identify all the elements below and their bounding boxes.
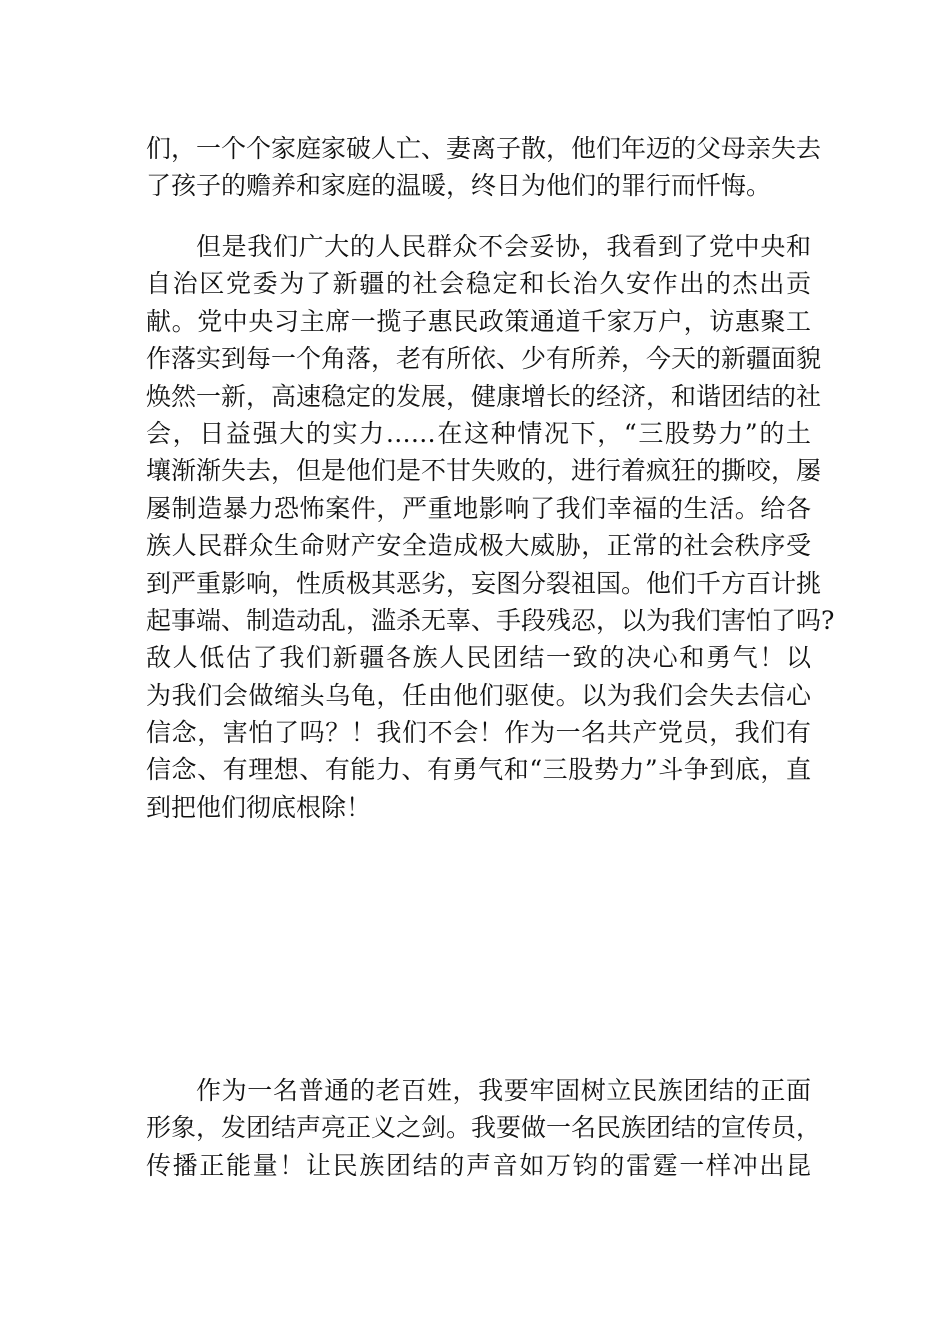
paragraph-3	[146, 1072, 822, 1184]
text-line: 起事端、制造动乱，滥杀无辜、手段残忍，以为我们害怕了吗?	[146, 605, 835, 635]
text-line: 但是我们广大的人民群众不会妥协，我看到了党中央和	[196, 232, 811, 261]
text-line: 焕然一新，高速稳定的发展，健康增长的经济，和谐团结的社	[146, 381, 822, 411]
paragraph-2	[146, 228, 835, 826]
text-line: 们，一个个家庭家破人亡、妻离子散，他们年迈的父母亲失去	[146, 134, 822, 163]
text-line: 屡制造暴力恐怖案件，严重地影响了我们幸福的生活。给各	[146, 493, 811, 523]
text-line: 形象，发团结声亮正义之剑。我要做一名民族团结的宣传员，	[146, 1113, 822, 1143]
text-line: 敌人低估了我们新疆各族人民团结一致的决心和勇气！以	[146, 643, 811, 673]
paragraph-1	[146, 130, 822, 205]
text-line: 作落实到每一个角落，老有所依、少有所养，今天的新疆面貌	[146, 344, 822, 374]
text-line: 信念，害怕了吗？！我们不会！作为一名共产党员，我们有	[146, 718, 811, 748]
text-line: 信念、有理想、有能力、有勇气和“三股势力”斗争到底，直	[146, 755, 811, 785]
text-line: 作为一名普通的老百姓，我要牢固树立民族团结的正面	[196, 1076, 811, 1105]
text-line: 族人民群众生命财产安全造成极大威胁，正常的社会秩序受	[146, 531, 811, 561]
text-line: 献。党中央习主席一揽子惠民政策通道千家万户，访惠聚工	[146, 306, 811, 336]
text-line: 传播正能量！让民族团结的声音如万钧的雷霆一样冲出昆	[146, 1150, 811, 1180]
text-line: 会，日益强大的实力……在这种情况下，“三股势力”的土	[146, 418, 811, 448]
text-line: 壤渐渐失去，但是他们是不甘失败的，进行着疯狂的撕咬，屡	[146, 456, 822, 486]
text-line: 到严重影响，性质极其恶劣，妄图分裂祖国。他们千方百计挑	[146, 568, 822, 598]
text-line: 为我们会做缩头乌龟，任由他们驱使。以为我们会失去信心	[146, 680, 811, 710]
text-line: 了孩子的赡养和家庭的温暖，终日为他们的罪行而忏悔。	[146, 171, 772, 201]
text-line: 自治区党委为了新疆的社会稳定和长治久安作出的杰出贡	[146, 269, 811, 299]
text-line: 到把他们彻底根除！	[146, 792, 372, 822]
